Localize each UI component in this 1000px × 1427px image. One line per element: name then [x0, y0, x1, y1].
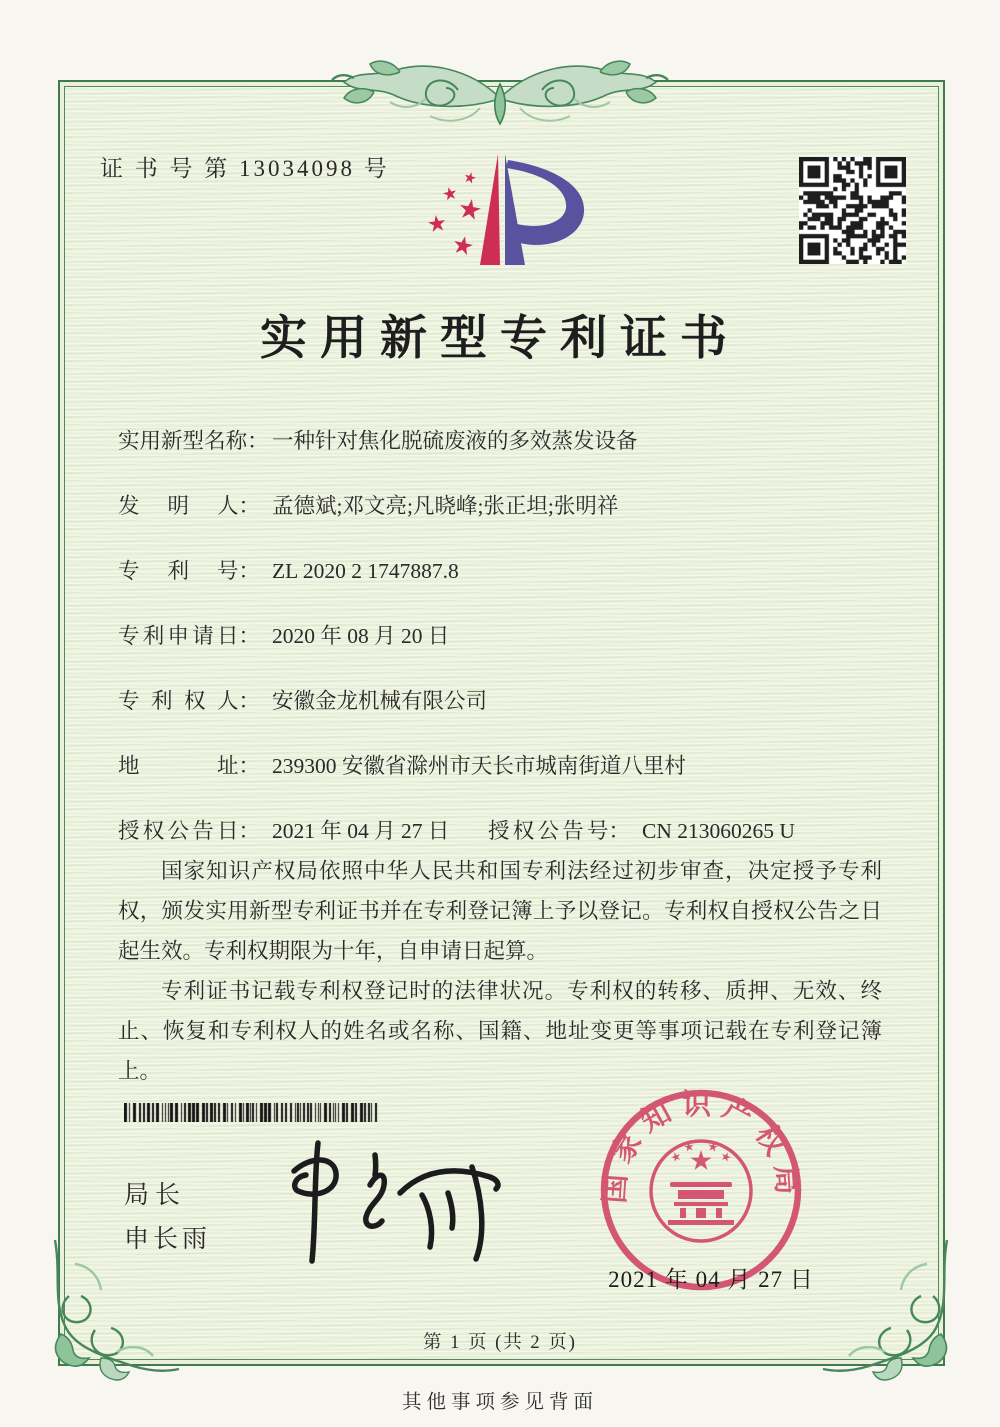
certificate-fields [118, 426, 888, 881]
field-patent-number [118, 556, 888, 621]
seal-national-emblem [651, 1141, 751, 1241]
seal-text: 国家知识产权局 [598, 1088, 804, 1205]
field-value: 一种针对焦化脱硫废液的多效蒸发设备 [272, 429, 638, 453]
field-label: 地 址： [118, 754, 260, 778]
certificate-number: 证 书 号 第 13034098 号 [100, 156, 390, 181]
certificate-title: 实用新型专利证书 [260, 313, 740, 365]
field-address [118, 751, 888, 816]
field-label: 专 利 权 人： [118, 689, 260, 713]
director-name: 申长雨 [124, 1226, 212, 1253]
field-value: 2020 年 08 月 20 日 [272, 624, 450, 648]
field-grant-number [488, 816, 795, 846]
field-patentee [118, 686, 888, 751]
field-label: 授 权 公 告 日： [118, 819, 260, 843]
field-utility-model-name [118, 426, 888, 491]
field-value: 239300 安徽省滁州市天长市城南街道八里村 [272, 754, 686, 778]
bottom-right-corner-flourish [805, 1238, 957, 1388]
barcode [124, 1103, 379, 1122]
field-value: CN 213060265 U [642, 819, 795, 843]
legal-paragraph-1: 国家知识产权局依照中华人民共和国专利法经过初步审查，决定授予专利权，颁发实用新型专利证书并在专利登记簿上予以登记。专利权自授权公告之日起生效。专利权期限为十年，自申请日起算。 [118, 859, 882, 963]
field-label: 专 利 申 请 日： [118, 624, 260, 648]
qr-code [799, 157, 906, 264]
bottom-left-corner-flourish [45, 1238, 197, 1388]
logo-red-wedge [480, 154, 500, 265]
field-filing-date [118, 621, 888, 686]
field-label: 授 权 公 告 号： [488, 819, 630, 843]
logo-stars-group [427, 171, 482, 256]
field-value: 孟德斌;邓文亮;凡晓峰;张正坦;张明祥 [272, 494, 619, 518]
field-label: 发 明 人： [118, 494, 260, 518]
field-label: 实 用 新 型 名 称： [118, 429, 269, 453]
field-inventors [118, 491, 888, 556]
director-signature-handwriting [272, 1133, 512, 1268]
legal-paragraph-2: 专利证书记载专利权登记时的法律状况。专利权的转移、质押、无效、终止、恢复和专利权人的姓名或名称、国籍、地址变更等事项记载在专利登记簿上。 [118, 979, 882, 1083]
field-value: 安徽金龙机械有限公司 [272, 689, 488, 713]
field-value: 2021 年 04 月 27 日 [272, 819, 450, 843]
back-side-note: 其他事项参见背面 [401, 1392, 598, 1413]
page-number-footer: 第 1 页 (共 2 页) [423, 1333, 577, 1353]
field-value: ZL 2020 2 1747887.8 [272, 559, 459, 583]
legal-text-block [118, 851, 882, 1091]
seal-date: 2021 年 04 月 27 日 [608, 1267, 814, 1292]
director-title-label: 局长 [124, 1182, 187, 1209]
field-label: 专 利 号： [118, 559, 260, 583]
cnipa-logo [408, 130, 618, 288]
